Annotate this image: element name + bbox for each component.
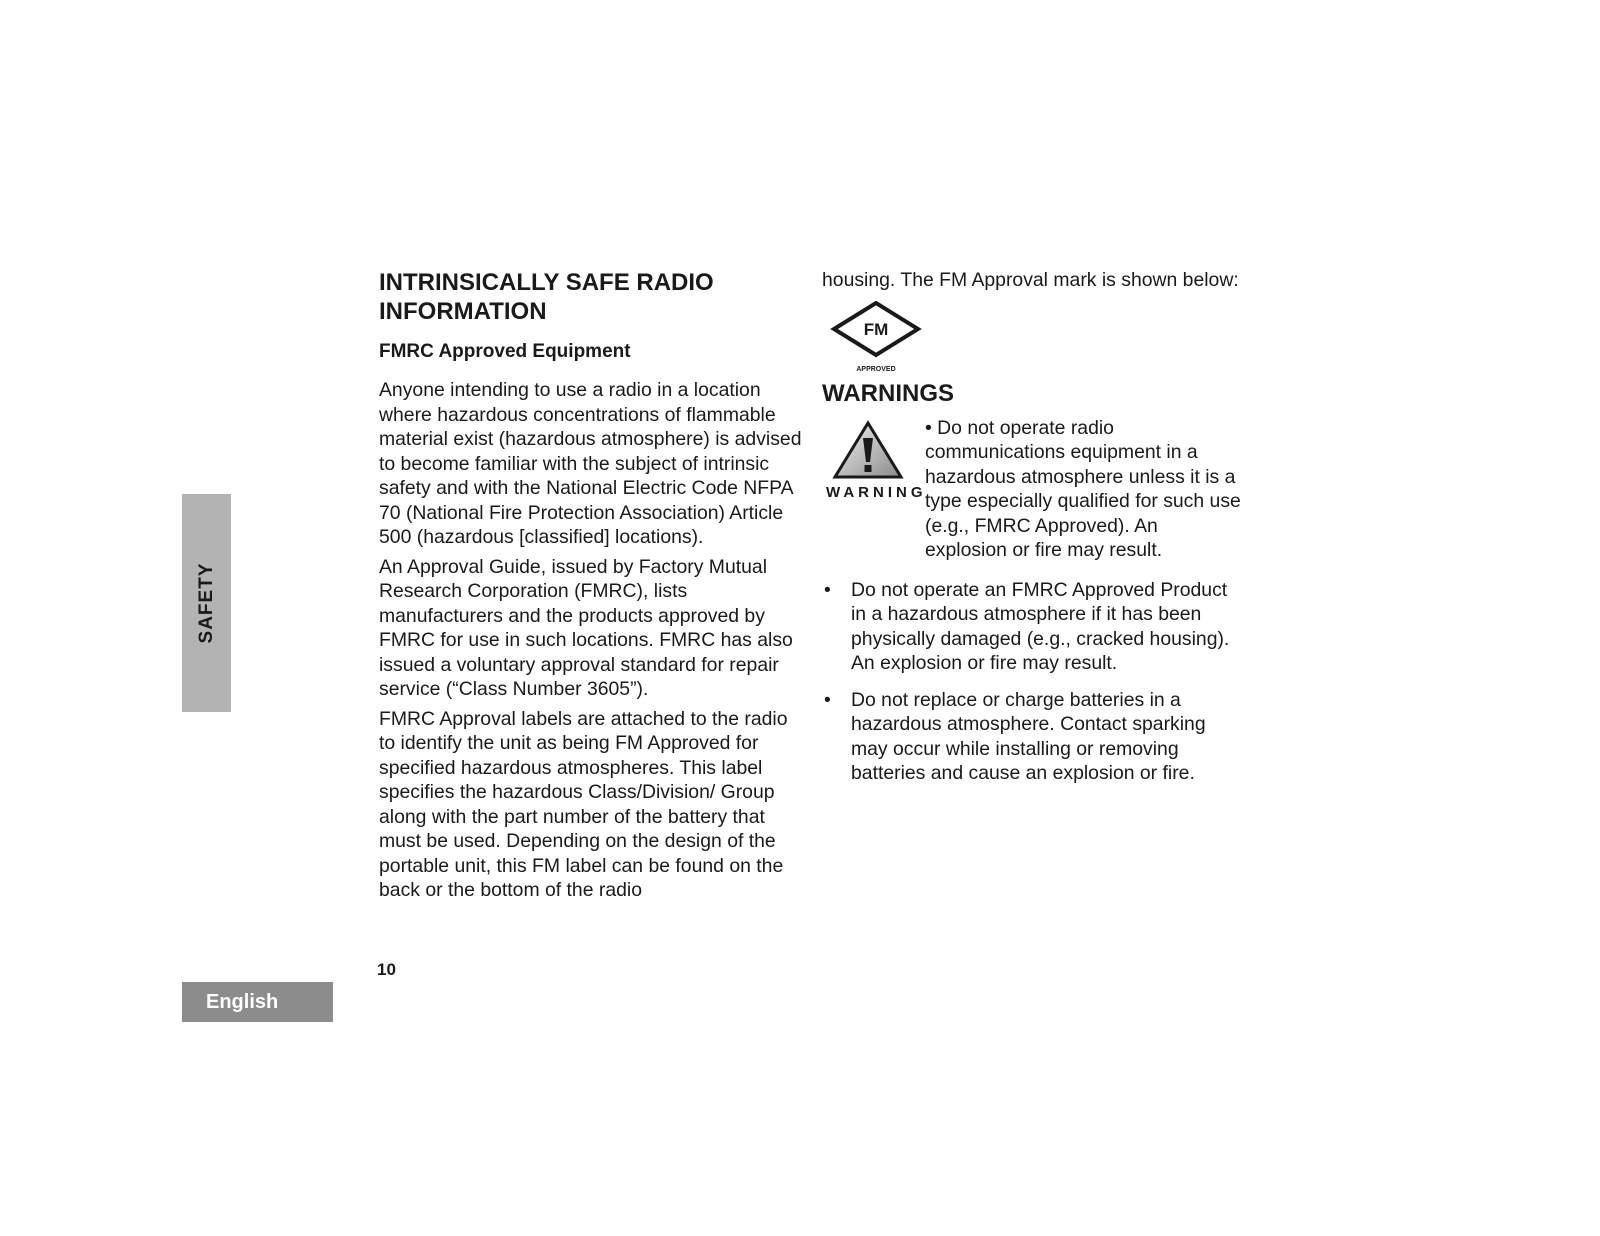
list-item-text: Do not operate an FMRC Approved Product in a hazardous atmosphere if it has been physically damaged (e.g., cracked housing). An explosion or fire may result. [851, 578, 1230, 674]
list-item [822, 578, 1242, 676]
page-number: 10 [377, 960, 396, 979]
warning-callout [822, 416, 1242, 566]
bullet-marker: • [824, 578, 831, 601]
paragraph: An Approval Guide, issued by Factory Mutual Research Corporation (FMRC), lists manufacturers and the products approved by FMRC for use in such locations. FMRC has also issued a voluntary approval standard for repair service (“Class Number 3605”). [379, 555, 793, 700]
continuation-paragraph: housing. The FM Approval mark is shown below: [822, 269, 1239, 291]
warning-icon-caption: WARNING [826, 483, 927, 501]
list-item-text: Do not replace or charge batteries in a hazardous atmosphere. Contact sparking may occur while installing or removing batteries and cause an explosion or fire. [851, 688, 1206, 784]
fm-mark-caption: APPROVED [856, 365, 896, 373]
paragraph: FMRC Approval labels are attached to the radio to identify the unit as being FM Approved for specified hazardous atmospheres. This label specifies the hazardous Class/Division/ Group along with the part number of the battery that must be used. Depending on the design of the portable unit, this FM label can be found on the back or the bottom of the radio [379, 707, 788, 901]
section-heading [379, 268, 804, 326]
section-heading-line1: INTRINSICALLY SAFE RADIO [379, 269, 714, 296]
warning-icon-group [822, 420, 927, 501]
warning-callout-text: • Do not operate radio communications equipment in a hazardous atmosphere unless it is a type especially qualified for such use (e.g., FMRC Approved). An explosion or fire may result. [925, 416, 1241, 561]
warning-triangle-icon [832, 420, 904, 480]
list-item [822, 688, 1242, 786]
left-column [379, 268, 804, 903]
warnings-heading: WARNINGS [822, 379, 954, 407]
paragraph: Anyone intending to use a radio in a location where hazardous concentrations of flammable material exist (hazardous atmosphere) is advised to become familiar with the subject of intrinsic safety and with the National Electric Code NFPA 70 (National Fire Protection Association) Article 500 (hazardous [classified] locations). [379, 379, 802, 548]
fm-approved-mark [830, 301, 926, 375]
fm-diamond-icon [830, 301, 926, 375]
warnings-list [822, 578, 1242, 786]
bullet-marker: • [824, 688, 831, 711]
right-column [822, 268, 1242, 798]
section-tab-label: SAFETY [195, 562, 217, 644]
subheading: FMRC Approved Equipment [379, 341, 631, 362]
fm-mark-text: FM [863, 319, 889, 339]
section-heading-line2: INFORMATION [379, 298, 547, 325]
section-tab-safety [182, 494, 231, 712]
language-tab-english: English [182, 982, 333, 1022]
